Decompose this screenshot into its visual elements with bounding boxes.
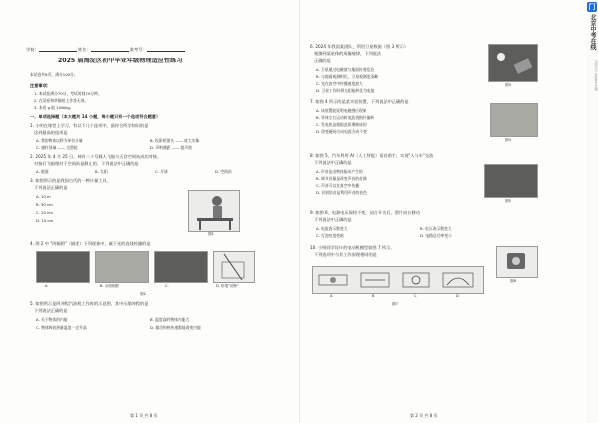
question-9-stem: 9. 如图 6，电源电压保持不变，闭合开关后，滑片向右移动 [310, 210, 420, 215]
figure-5-car-photo [484, 164, 538, 198]
question-7-option-b: B. 导体左右运动时电流表指针偏转 [316, 115, 375, 120]
question-2-stem-cont: 对接后飞船相对于空间站是静止的，下列说法中正确的是 [34, 161, 139, 166]
figure-2c-photo [154, 251, 208, 283]
question-5-stem-cont: 下列说法正确的是 [34, 308, 68, 313]
question-8-stem-cont: 下列说法中正确的是 [314, 160, 352, 165]
question-6-option-d: D. 卫星工作时将太阳能转化为电能 [316, 88, 375, 93]
question-3-option-d: D. 10 cm [36, 218, 54, 223]
school-label: 学校 [26, 47, 35, 52]
question-2-option-a: A. 地面 [36, 169, 49, 174]
question-5-option-c: C. 物体吸收热量温度一定升高 [36, 325, 87, 330]
question-5-stem: 5. 如图所示是四冲程汽油机工作时的示意图，其中压缩冲程的是 [30, 301, 149, 306]
question-1-option-c: C. 旗杆顶端 —— 定滑轮 [36, 145, 78, 150]
question-1-option-a: A. 我的物体以秒为单位计量 [36, 138, 83, 143]
question-9-option-d: D. 电路总功率变小 [420, 233, 452, 238]
question-10-stem-cont: 下列选项中与其工作原理相同的是 [314, 252, 377, 257]
question-9-option-c: C. 灯泡亮度变暗 [316, 233, 344, 238]
figure-3-caption: 图3 [505, 83, 511, 87]
figure-3-satellite-photo [488, 44, 538, 82]
question-7-option-c: C. 发电机是根据此原理制成的 [316, 122, 367, 127]
question-6-stem-cont: 观测到某星体的成像规律，下列说法 [314, 51, 382, 56]
question-1-stem-cont: 达到最高的选项是 [34, 130, 68, 135]
brand-side-strip [586, 0, 598, 423]
question-3-option-c: C. 20 cm [36, 210, 53, 215]
notice-heading: 注意事项： [30, 83, 51, 88]
figure-4-caption: 图4 [505, 138, 511, 142]
question-1-option-d: D. 声呐测距 —— 超声波 [150, 145, 192, 150]
question-6-option-c: C. 光在真空中传播速度最大 [316, 81, 363, 86]
question-9-stem-cont: 下列说法中正确的是 [314, 217, 352, 222]
question-6-stem-cont-2: 正确的是 [314, 58, 331, 63]
question-2-option-d: D. 空间站 [215, 169, 232, 174]
question-3-option-a: A. 10 m [36, 194, 51, 199]
exam-title: 2025 届海淀区初中毕业年级物理适应性练习 [58, 58, 183, 63]
question-1-stem: 1. 小明在课堂上学习，有以下几个选项中，最符合所学知识的是 [30, 123, 149, 128]
figure-2b-label: B. 水面倒影 [100, 284, 120, 288]
page-1-footer: 第 1 页 共 8 页 [130, 413, 158, 418]
question-8-stem: 8. 如图 5，汽车利用 AI（人工智能）语音助手，实现"人与车"交流 [310, 153, 434, 158]
question-8-option-c: C. 声音可以在真空中传播 [316, 183, 360, 188]
question-5-option-d: D. 做功和热传递都能改变内能 [150, 325, 201, 330]
figure-7-caption: 图7 [392, 302, 398, 306]
question-3-stem: 3. 如图所示的是我国古代的一种计量工具， [30, 178, 111, 183]
figure-2b-photo [95, 251, 149, 283]
question-9-option-b: B. 电压表示数变大 [420, 226, 452, 231]
question-7-option-a: A. 该装置能说明电磁感应现象 [316, 108, 367, 113]
figure-2d-label: D. 铅笔"折断" [216, 284, 239, 288]
question-4-stem: 4. 图 2 中 "四幅图"（描述）下列现象中，属于光的直线传播的是 [30, 241, 151, 246]
question-2-option-b: B. 太阳 [95, 169, 108, 174]
brand-vertical-title: 北京中考在线 [589, 14, 596, 50]
figure-7-label-c: C [414, 294, 417, 298]
section-heading: 一、单项选择题（本大题共 14 小题，每小题只有一个选项符合题意） [30, 114, 161, 119]
figure-7-label-a: A [330, 294, 333, 298]
question-7-option-d: D. 改变磁场方向电流方向不变 [316, 129, 367, 134]
figure-5-caption: 图5 [505, 199, 511, 203]
question-2-option-c: C. 月球 [155, 169, 168, 174]
notice-1: 1. 本试卷满分70分，考试时间70分钟。 [34, 91, 102, 96]
question-9-option-a: A. 电流表示数变大 [316, 226, 348, 231]
question-7-stem: 7. 如图 4 所示的是某实验装置，下列说法中正确的是 [310, 99, 409, 104]
brand-vertical-note: 扫码关注 获取更多试题 [594, 60, 598, 91]
question-5-option-b: B. 温度高的物体内能大 [150, 317, 190, 322]
figure-1-caption: 图1 [208, 232, 214, 236]
page-2-footer: 第 2 页 共 8 页 [410, 413, 438, 418]
brand-logo: 门 [588, 3, 596, 11]
question-3-stem-cont: 下列说法正确的是 [34, 185, 68, 190]
exam-meta: 本试卷共8页，满分100分。 [30, 72, 78, 77]
question-8-option-d: D. 识别语音是利用声音的音色 [316, 190, 367, 195]
figure-2a-label: A. [45, 284, 49, 288]
question-3-option-b: B. 50 cm [36, 202, 53, 207]
header-fields: 学校： 姓名： 准考号： [26, 47, 185, 52]
question-5-option-a: A. 关于物体的内能 [36, 317, 68, 322]
question-10-stem: 10. 小明同学设计的电动机模型如图 7 所示， [310, 245, 395, 250]
question-8-option-a: A. 声音是由物体振动产生的 [316, 169, 363, 174]
figure-2a-photo [36, 251, 90, 283]
question-6-option-a: A. 卫星通过电磁波与地面传递信息 [316, 67, 375, 72]
figure-1-person-at-desk [188, 190, 240, 232]
question-1-option-b: B. 投影机镜头 —— 放大实像 [150, 138, 200, 143]
figure-8-device [496, 246, 538, 278]
notice-3: 3. 本卷 g 取 10N/kg。 [34, 105, 74, 110]
figure-7-label-d: D [456, 294, 459, 298]
name-label: 姓名 [77, 47, 87, 52]
figure-4-apparatus-photo [490, 103, 538, 137]
question-6-stem: 6. 2024 年我国某团队，利用卫星数据（图 3 所示） [310, 44, 409, 49]
question-2-stem: 2. 2025 年 4 月 25 日，神舟二十号载人飞船与天宫空间站成功对接。 [30, 154, 162, 159]
figure-7-motor-options [312, 266, 484, 294]
question-8-option-b: B. 调节音量是改变声音的音调 [316, 176, 367, 181]
exam-page-2 [300, 0, 586, 423]
exam-number-label: 准考号 [129, 47, 143, 52]
figure-8-caption: 图8 [510, 279, 516, 283]
figure-2-caption: 图2 [140, 292, 146, 296]
figure-2d-photo [213, 251, 255, 283]
figure-7-label-b: B [372, 294, 375, 298]
question-6-option-b: B. 与地面观测相比，卫星观测更清晰 [316, 74, 378, 79]
notice-2: 2. 在试卷和草稿纸上作答无效。 [34, 98, 89, 103]
figure-2c-label: C. [165, 284, 169, 288]
